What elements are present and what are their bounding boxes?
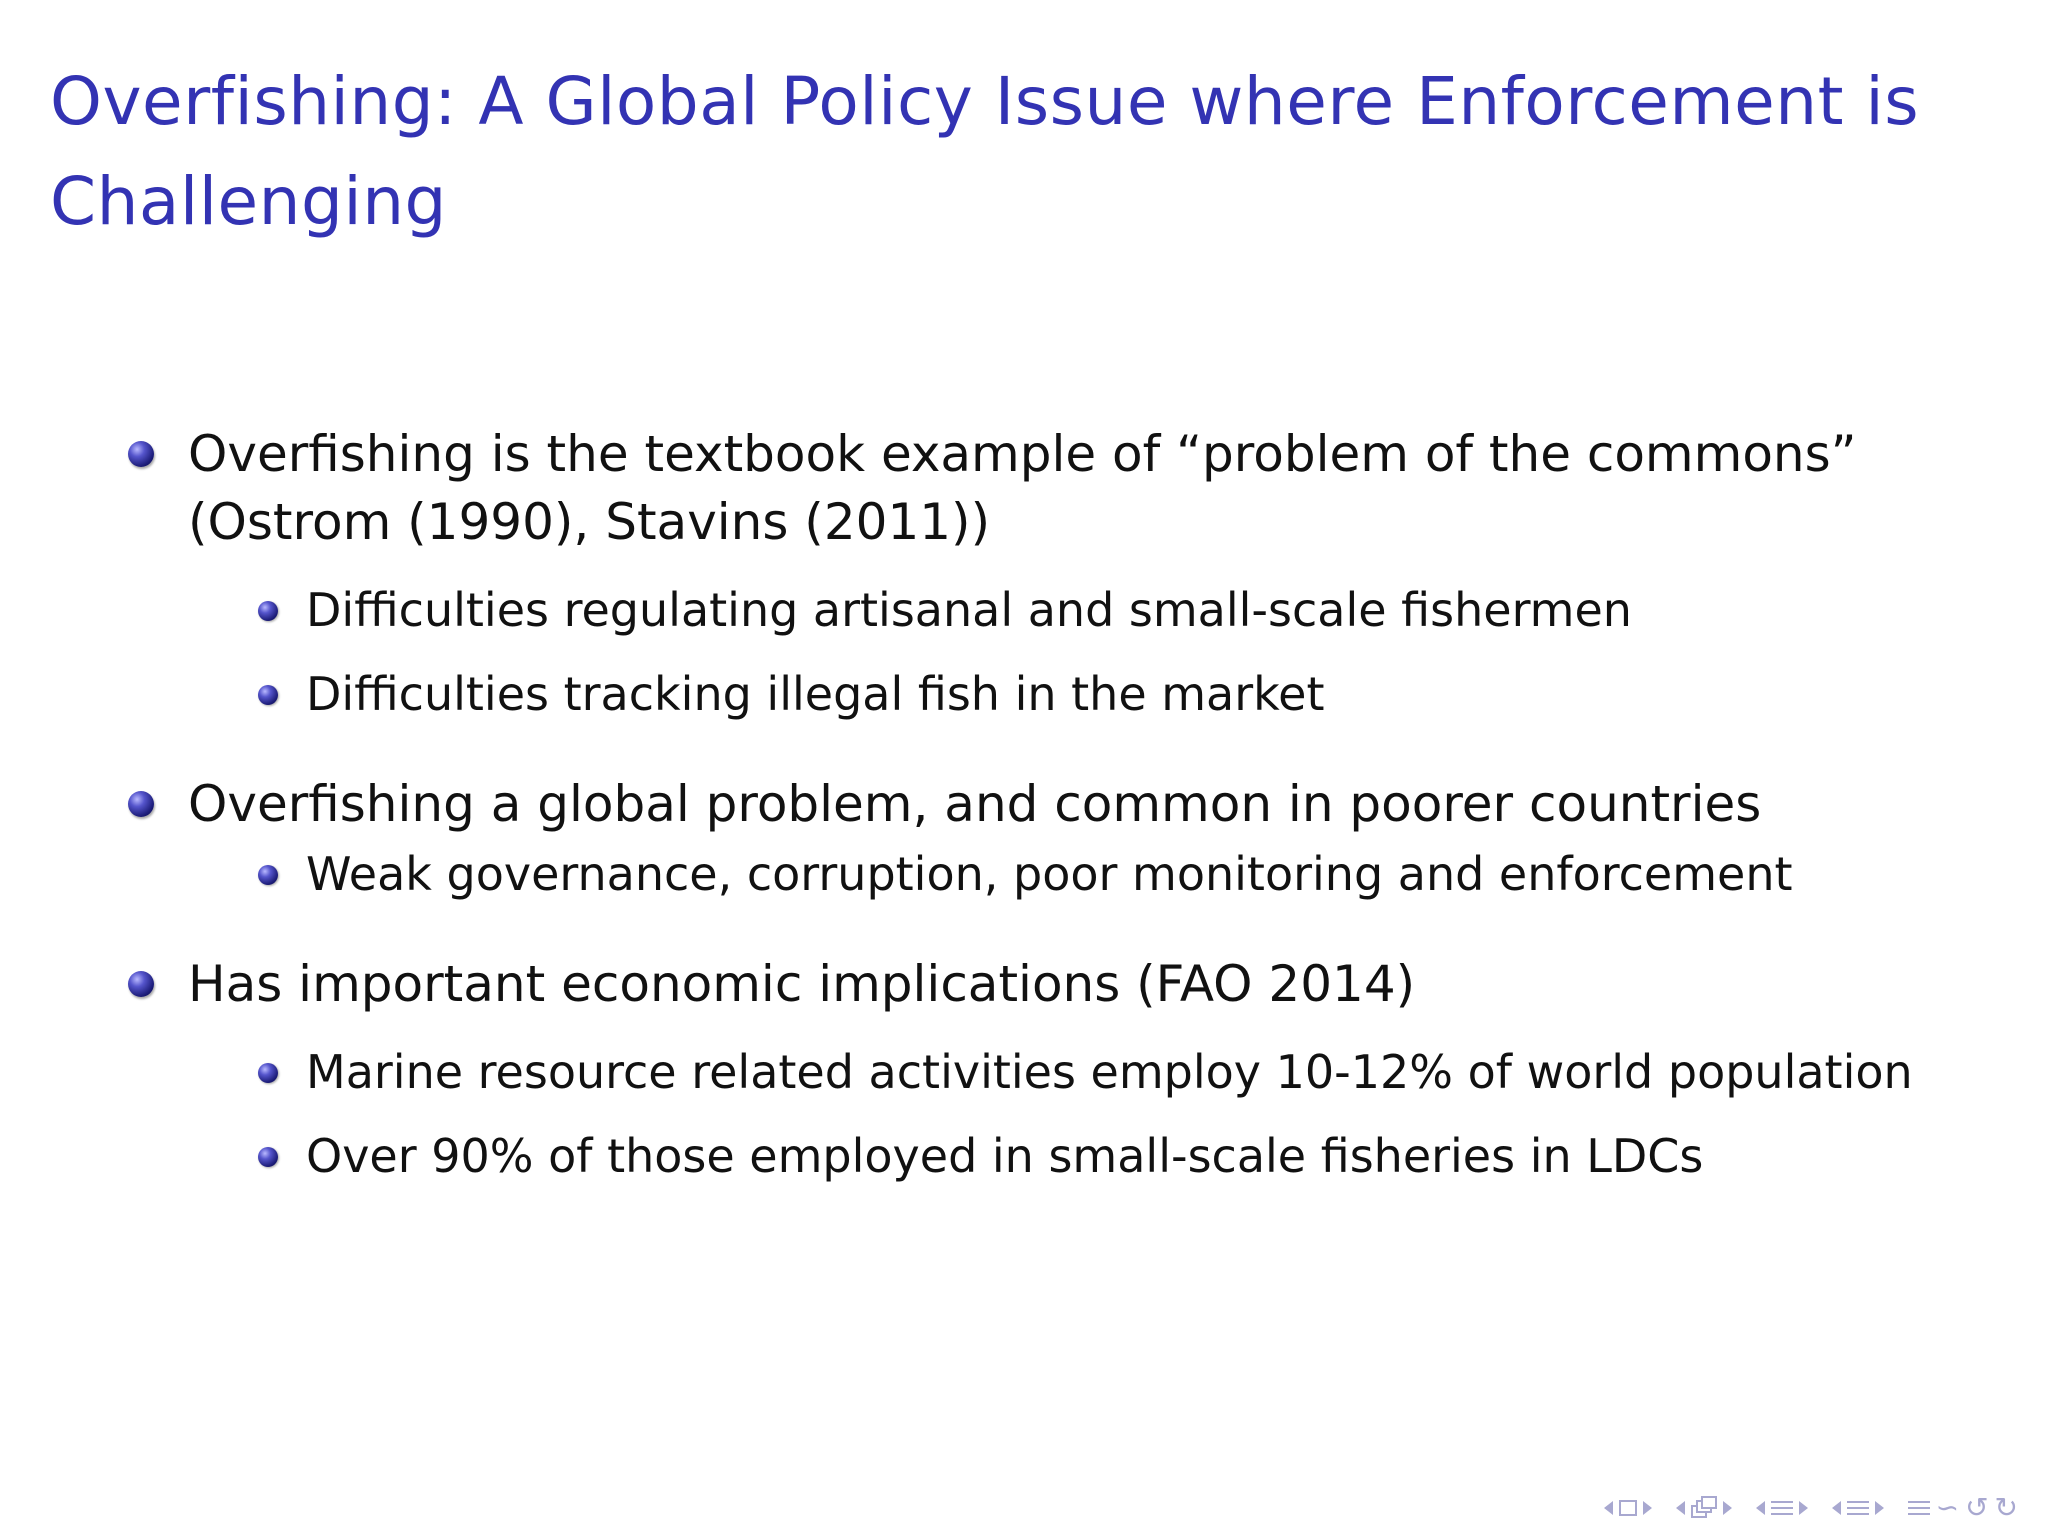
sub-bullet-text: Difficulties tracking illegal fish in the market <box>306 667 1325 721</box>
sub-bullet-list <box>248 1040 2004 1188</box>
sub-bullet-icon <box>258 601 278 621</box>
prev-section-icon[interactable] <box>1756 1501 1765 1515</box>
sub-bullet-icon <box>258 865 278 885</box>
bullet-list <box>124 420 2004 1188</box>
sub-bullet-item <box>248 1040 2004 1104</box>
bullet-text: Overfishing is the textbook example of “problem of the commons” (Ostrom (1990), Stavins (2011)) <box>188 425 1857 551</box>
frame-icon[interactable] <box>1619 1500 1637 1516</box>
next-frame-icon[interactable] <box>1643 1501 1652 1515</box>
slide-group-icon[interactable] <box>1847 1501 1869 1515</box>
slide-group-nav-group <box>1832 1501 1884 1515</box>
beamer-navigation-bar <box>1590 1490 2018 1526</box>
toc-icon[interactable] <box>1908 1501 1930 1515</box>
sub-bullet-item <box>248 1124 2004 1188</box>
prev-frame-icon[interactable] <box>1604 1501 1613 1515</box>
subsection-nav-group <box>1676 1496 1732 1520</box>
sub-bullet-item <box>248 662 2004 726</box>
sub-bullet-list <box>248 578 2004 726</box>
search-icon[interactable]: ∽ <box>1935 1491 1960 1524</box>
back-icon[interactable]: ↺ <box>1965 1491 1989 1524</box>
sub-bullet-text: Over 90% of those employed in small-scale fisheries in LDCs <box>306 1129 1704 1183</box>
bullet-item <box>124 950 2004 1188</box>
sub-bullet-icon <box>258 1063 278 1083</box>
next-slide-group-icon[interactable] <box>1875 1501 1884 1515</box>
sub-bullet-icon <box>258 1147 278 1167</box>
sub-bullet-text: Weak governance, corruption, poor monitoring and enforcement <box>306 847 1793 901</box>
sub-bullet-list <box>248 842 2004 906</box>
bullet-icon <box>128 441 154 467</box>
sub-bullet-item <box>248 842 2004 906</box>
misc-nav-group <box>1908 1491 2018 1524</box>
forward-icon[interactable]: ↻ <box>1994 1491 2018 1524</box>
sub-bullet-item <box>248 578 2004 642</box>
frame-nav-group <box>1604 1500 1652 1516</box>
prev-subsection-icon[interactable] <box>1676 1501 1685 1515</box>
slide-title: Overfishing: A Global Policy Issue where Enforcement is Challenging <box>50 63 1920 240</box>
sub-bullet-text: Marine resource related activities employ 10-12% of world population <box>306 1045 1913 1099</box>
bullet-icon <box>128 791 154 817</box>
bullet-item <box>124 420 2004 726</box>
next-subsection-icon[interactable] <box>1723 1501 1732 1515</box>
bullet-text: Overfishing a global problem, and common in poorer countries <box>188 775 1762 833</box>
next-section-icon[interactable] <box>1799 1501 1808 1515</box>
section-nav-group <box>1756 1501 1808 1515</box>
bullet-icon <box>128 971 154 997</box>
sub-bullet-icon <box>258 685 278 705</box>
bullet-text: Has important economic implications (FAO 2014) <box>188 955 1416 1013</box>
section-icon[interactable] <box>1771 1501 1793 1515</box>
bullet-item <box>124 770 2004 906</box>
subsection-icon[interactable] <box>1691 1496 1717 1520</box>
sub-bullet-text: Difficulties regulating artisanal and small-scale fishermen <box>306 583 1632 637</box>
prev-slide-group-icon[interactable] <box>1832 1501 1841 1515</box>
